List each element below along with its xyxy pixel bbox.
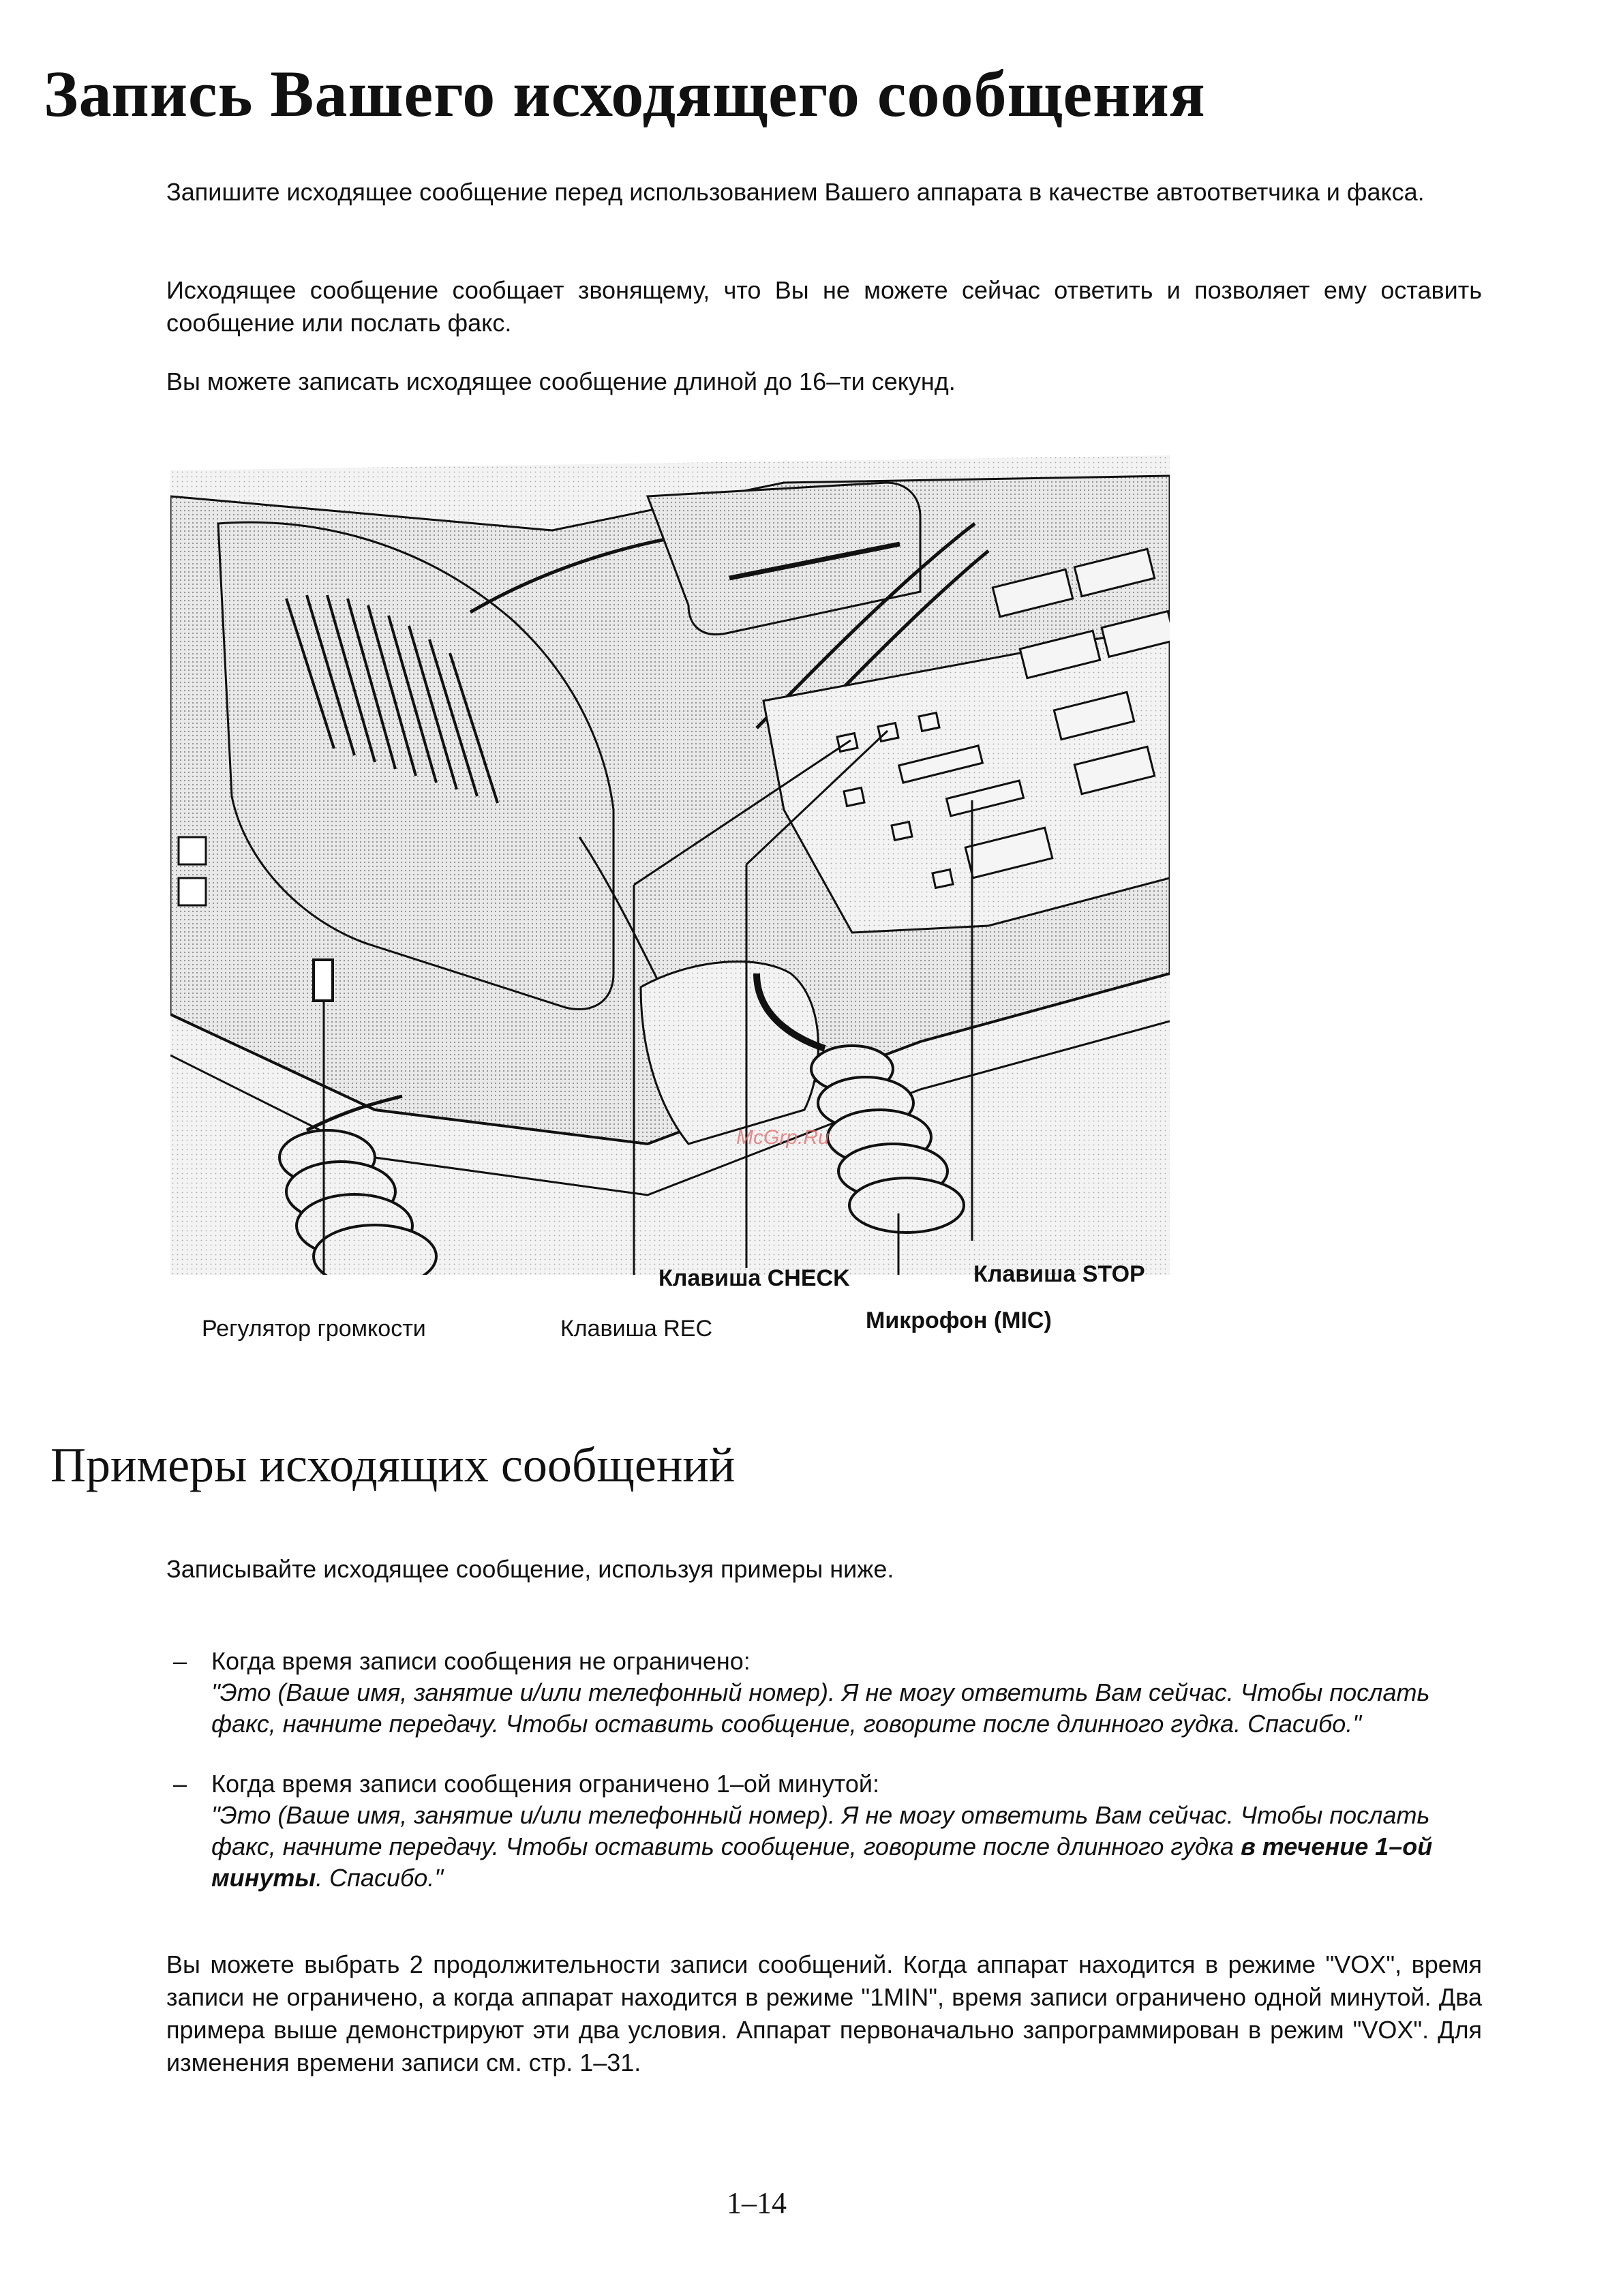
callout-check: Клавиша CHECK (658, 1265, 850, 1291)
page-title: Запись Вашего исходящего сообщения (44, 57, 1206, 130)
intro-paragraph-1: Запишите исходящее сообщение перед использованием Вашего аппарата в качестве автоответчика и факса. (166, 178, 1425, 206)
examples-title: Примеры исходящих сообщений (50, 1438, 736, 1492)
message-end: . Спасибо." (316, 1864, 444, 1892)
intro-paragraph-3: Вы можете записать исходящее сообщение длиной до 16–ти секунд. (166, 367, 956, 395)
example-unlimited-message: "Это (Ваше имя, занятие и/или телефонный номер). Я не могу ответить Вам сейчас. Чтобы послать факс, начните передачу. Чтобы оставить сообщение, говорите после длинного гудка. Спасибо." (211, 1678, 1430, 1738)
footer-paragraph: Вы можете выбрать 2 продолжительности записи сообщений. Когда аппарат находится в режиме "VOX", время записи не ограничено, а когда аппарат находится в режиме "1MIN", время записи ограничено одной минутой. Два примера выше демонстрируют эти два условия. Аппарат первоначально запрограммирован в режим "VOX". Для изменения времени записи см. стр. 1–31. (166, 1950, 1482, 2076)
callout-stop: Клавиша STOP (973, 1261, 1145, 1287)
example-one-minute-condition: Когда время записи сообщения ограничено 1–ой минутой: (211, 1770, 879, 1798)
watermark: McGrp.Ru (736, 1126, 830, 1149)
callout-volume: Регулятор громкости (202, 1316, 426, 1342)
intro-paragraph-2: Исходящее сообщение сообщает звонящему, что Вы не можете сейчас ответить и позволяет ему оставить сообщение или послать факс. (166, 276, 1482, 337)
page-number: 1–14 (727, 2186, 787, 2220)
callout-rec: Клавиша REC (560, 1316, 713, 1342)
message-start: "Это (Ваше имя, занятие и/или телефонный номер). Я не могу ответить Вам сейчас. Чтобы послать факс, начните передачу. Чтобы оставить сообщение, говорите после длинного гудка (211, 1801, 1430, 1860)
fax-machine-illustration (170, 455, 1170, 1275)
list-dash: – (173, 1770, 187, 1798)
examples-intro: Записывайте исходящее сообщение, используя примеры ниже. (166, 1555, 894, 1583)
example-one-minute-message (211, 1800, 1486, 1894)
message-emphasis: в течение 1–ой минуты (211, 1832, 1433, 1892)
list-dash: – (173, 1647, 187, 1675)
callout-mic: Микрофон (MIC) (866, 1308, 1052, 1333)
example-unlimited-condition: Когда время записи сообщения не ограничено: (211, 1647, 751, 1675)
